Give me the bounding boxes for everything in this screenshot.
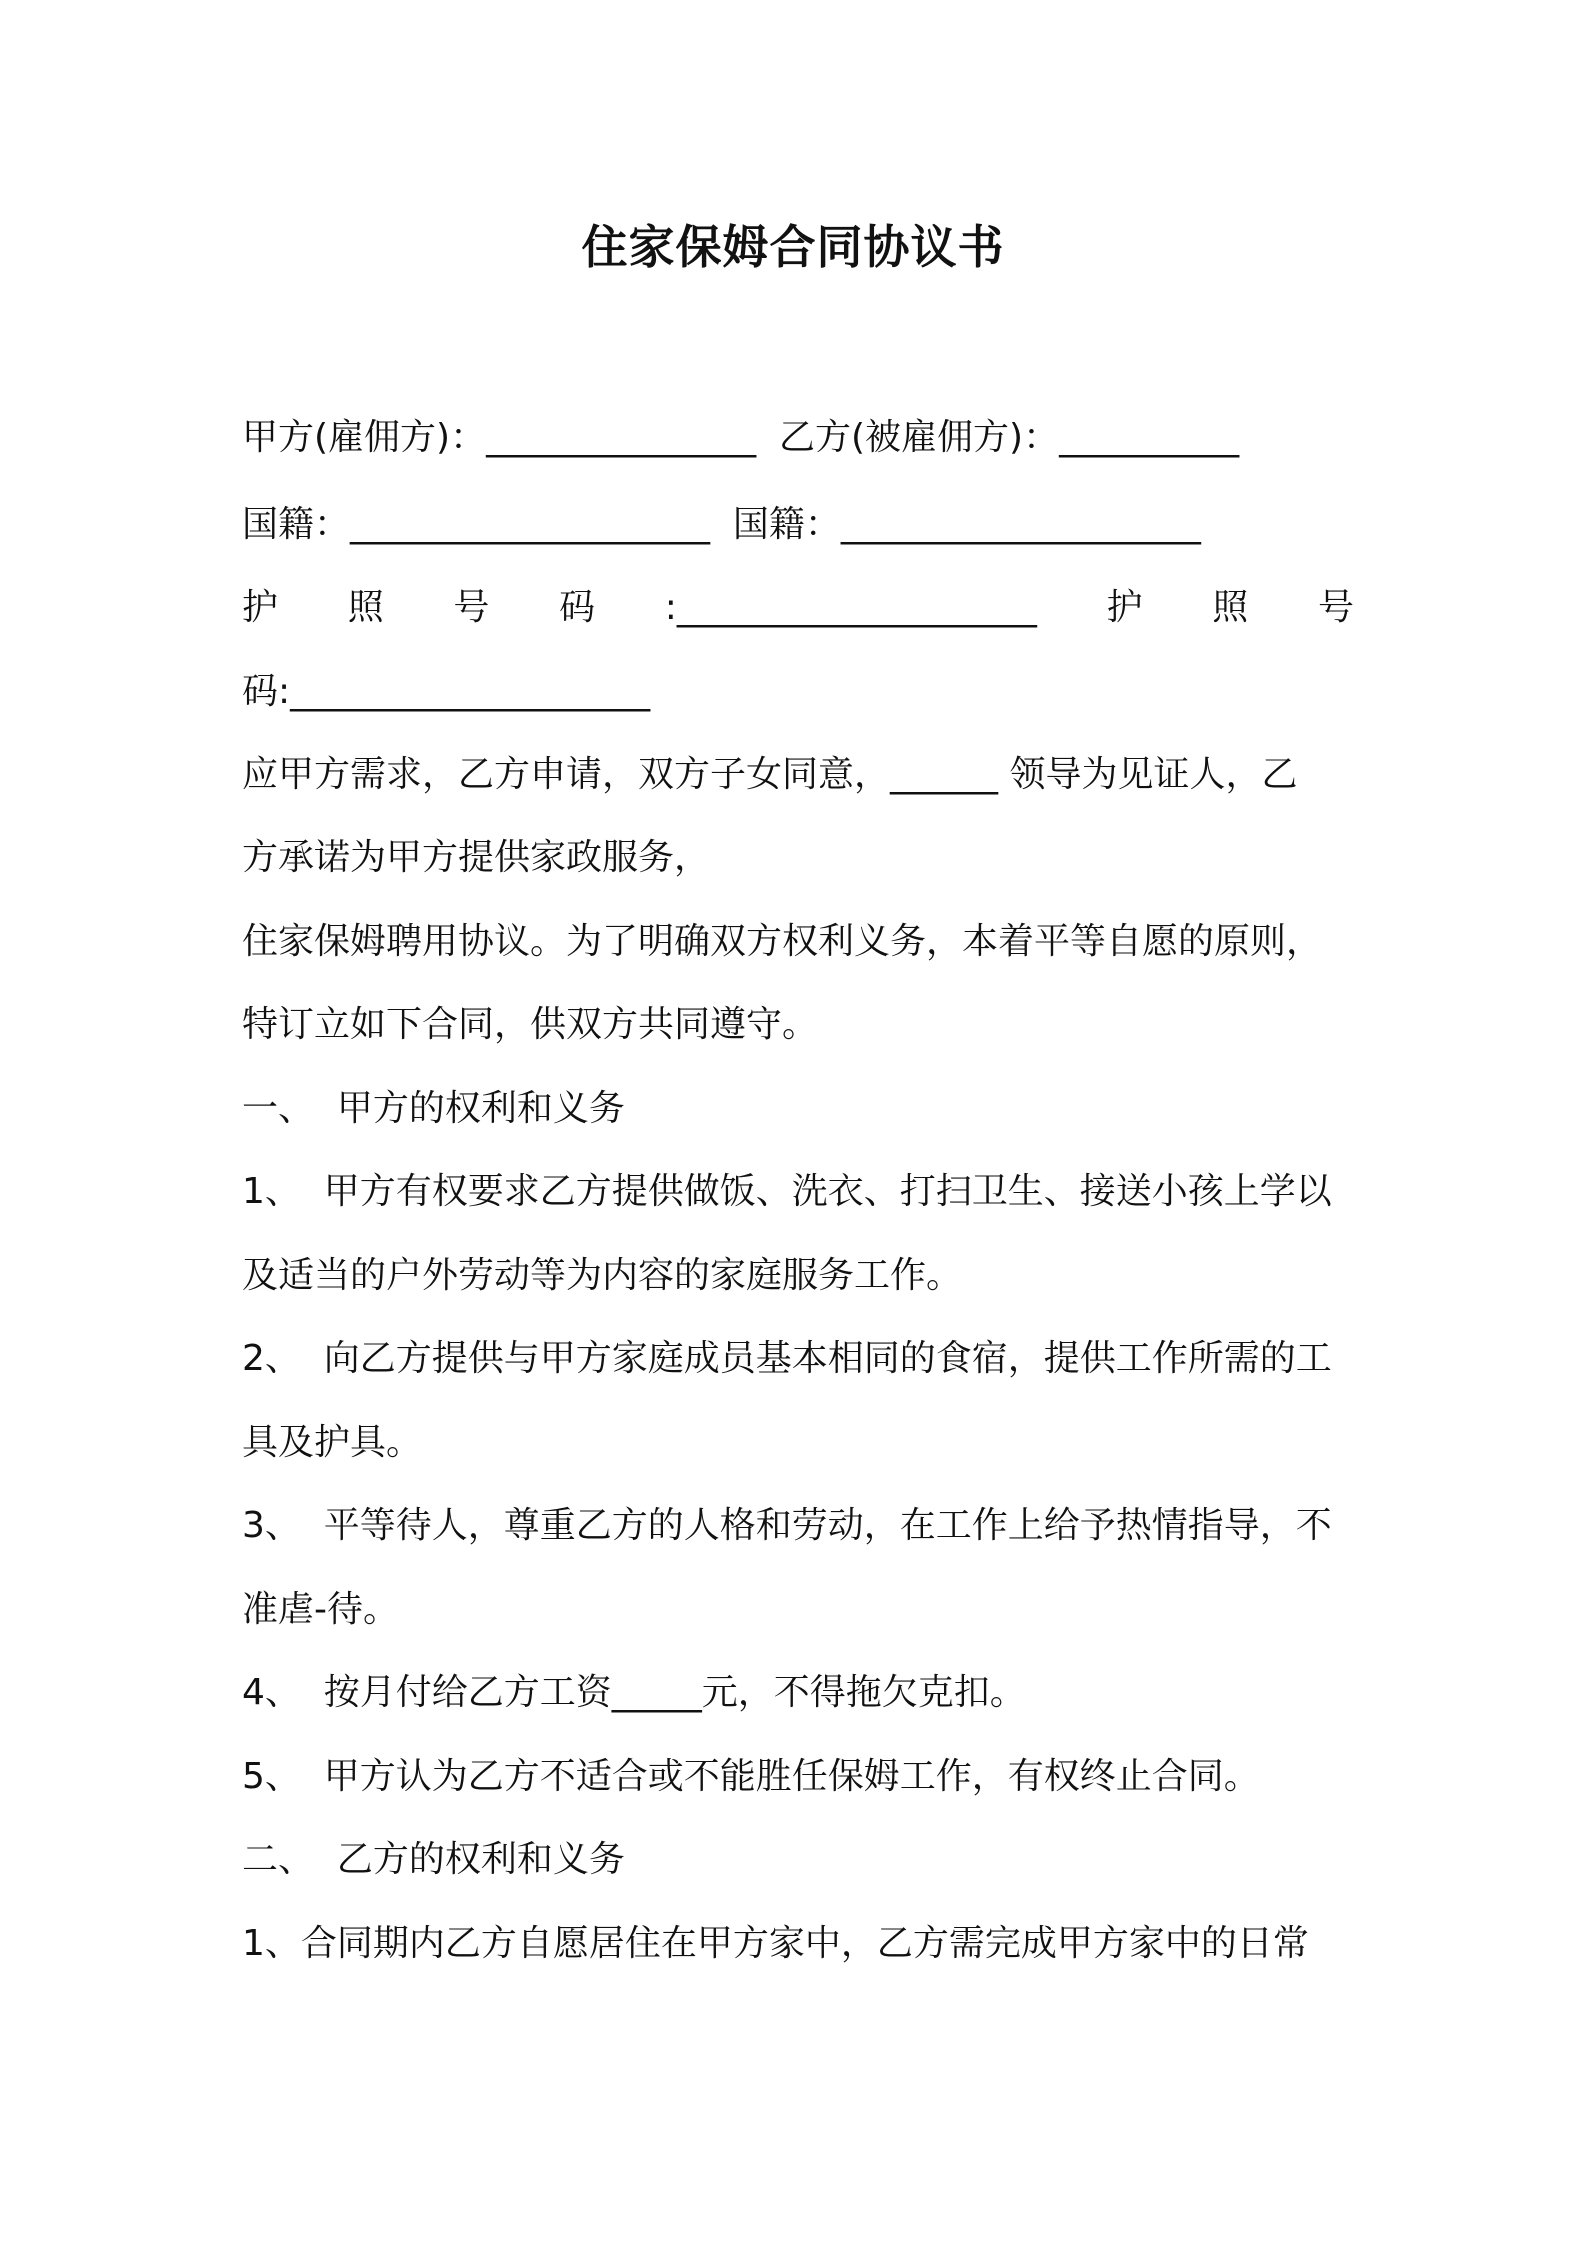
passport-line (242, 578, 1354, 638)
body-line: 3、 平等待人，尊重乙方的人格和劳动，在工作上给予热情指导，不 (242, 1505, 1332, 1546)
body-line: 4、 按月付给乙方工资_____元，不得拖欠克扣。 (242, 1672, 1026, 1713)
party-line: 甲方(雇佣方)：_______________ 乙方(被雇佣方)：__________ (242, 417, 1240, 458)
section-heading: 一、 甲方的权利和义务 (242, 1088, 625, 1129)
body-line: 特订立如下合同，供双方共同遵守。 (242, 1004, 819, 1045)
body-line: 住家保姆聘用协议。为了明确双方权利义务，本着平等自愿的原则， (242, 921, 1323, 962)
passport-char: 码 (559, 587, 596, 628)
passport-field: :____________________ (664, 587, 1037, 628)
body-line: 应甲方需求，乙方申请，双方子女同意，______ 领导为见证人，乙 (242, 754, 1298, 795)
body-line: 2、 向乙方提供与甲方家庭成员基本相同的食宿，提供工作所需的工 (242, 1338, 1332, 1379)
body-line: 1、合同期内乙方自愿居住在甲方家中，乙方需完成甲方家中的日常 (242, 1923, 1309, 1964)
passport-char: 号 (453, 587, 490, 628)
passport-line-continued: 码:____________________ (242, 671, 651, 712)
document-title: 住家保姆合同协议书 (581, 220, 1005, 274)
body-line: 及适当的户外劳动等为内容的家庭服务工作。 (242, 1255, 963, 1296)
body-line: 具及护具。 (242, 1422, 423, 1463)
body-line: 5、 甲方认为乙方不适合或不能胜任保姆工作，有权终止合同。 (242, 1756, 1260, 1797)
body-line: 1、 甲方有权要求乙方提供做饭、洗衣、打扫卫生、接送小孩上学以 (242, 1171, 1332, 1212)
body-line: 准虐-待。 (242, 1589, 399, 1630)
body-line: 方承诺为甲方提供家政服务， (242, 837, 711, 878)
section-heading: 二、 乙方的权利和义务 (242, 1839, 625, 1880)
passport-char: 照 (1212, 587, 1249, 628)
passport-char: 护 (1106, 587, 1143, 628)
passport-char: 护 (242, 587, 279, 628)
passport-char: 照 (347, 587, 384, 628)
passport-char: 号 (1317, 587, 1354, 628)
nationality-line: 国籍：____________________ 国籍：____________________ (242, 504, 1201, 545)
